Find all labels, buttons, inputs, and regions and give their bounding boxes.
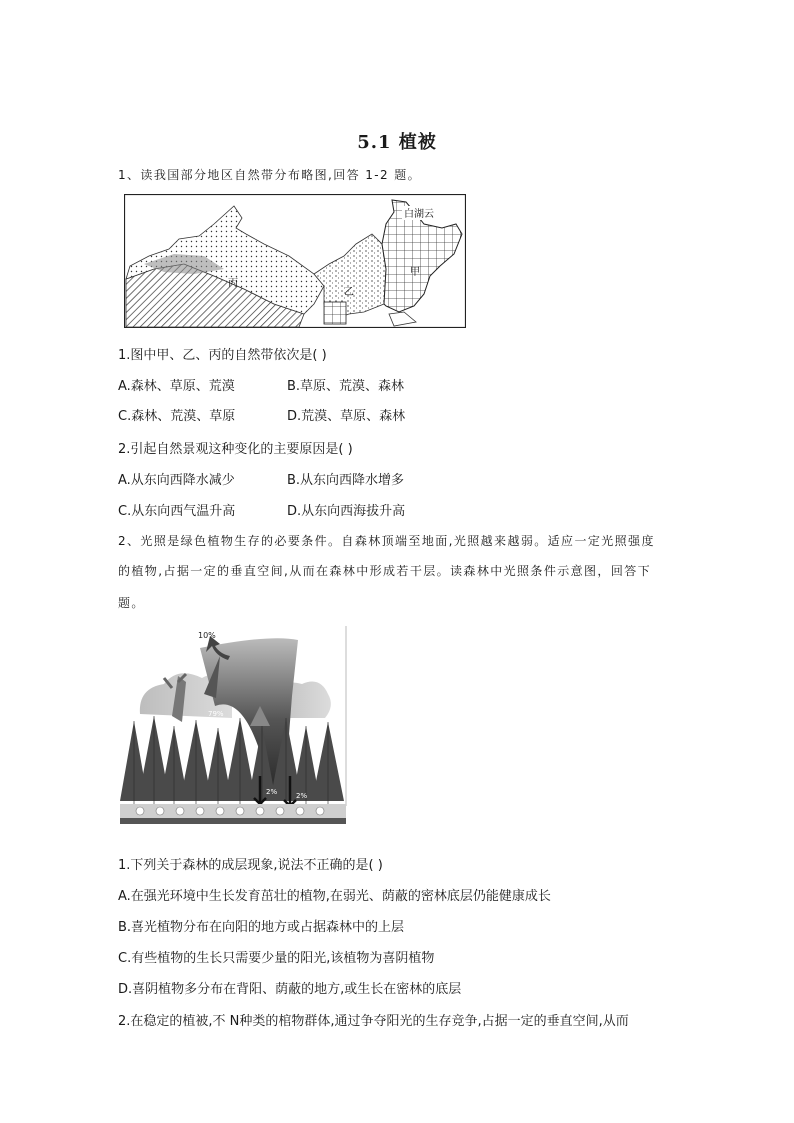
q1-sub1-option-d[interactable]: D.荒漠、草原、森林 [287,409,406,424]
q1-sub2-stem: 2.引起自然景观这种变化的主要原因是( ) [118,442,353,457]
q2-sub1-stem: 1.下列关于森林的成层现象,说法不正确的是( ) [118,858,383,873]
q2-sub2-stem: 2.在稳定的植被,不 N种类的棺物群体,通过争夺阳光的生存竞争,占据一定的垂直空间,从而 [118,1014,629,1029]
q1-sub2-option-c[interactable]: C.从东向西气温升高 [118,504,236,519]
q2-intro-line1: 2、光照是绿色植物生存的必要条件。自森林顶端至地面,光照越来越弱。适应一定光照强度 [118,534,655,548]
map-label-jia: 甲 [410,267,420,278]
q1-sub1-option-b[interactable]: B.草原、荒漠、森林 [287,379,405,394]
forest-label-ground: 2% [296,792,308,800]
map-label-bing: 丙 [228,278,238,289]
q2-sub1-option-b[interactable]: B.喜光植物分布在向阳的地方或占据森林中的上层 [118,920,405,935]
forest-label-top: 10% [198,631,216,640]
q1-sub1-option-c[interactable]: C.森林、荒漠、草原 [118,409,236,424]
q2-intro-line2: 的植物,占据一定的垂直空间,从而在森林中形成若干层。读森林中光照条件示意图，回答下 [118,564,652,578]
q1-sub2-option-b[interactable]: B.从东向西降水增多 [287,473,405,488]
forest-label-low: 2% [266,788,278,796]
map-label-yi: 乙 [344,287,354,298]
forest-light-diagram [120,626,358,834]
q1-sub1-option-a[interactable]: A.森林、草原、荒漠 [118,379,235,394]
forest-label-mid: 79% [208,710,224,718]
q2-sub1-option-c[interactable]: C.有些植物的生长只需要少量的阳光,该植物为喜阴植物 [118,951,435,966]
q2-sub1-option-a[interactable]: A.在强光环境中生长发育茁壮的植物,在弱光、荫蔽的密林底层仍能健康成长 [118,889,551,904]
q1-intro: 1、读我国部分地区自然带分布略图,回答 1-2 题。 [118,168,422,182]
q1-sub2-option-a[interactable]: A.从东向西降水减少 [118,473,235,488]
page-title: 5.1 植被 [357,132,437,153]
map-label-top: 白湖云 [404,209,434,220]
q2-intro-line3: 题。 [118,596,145,610]
q1-sub2-option-d[interactable]: D.从东向西海拔升高 [287,504,406,519]
china-natural-zone-map [124,194,466,328]
q1-sub1-stem: 1.图中甲、乙、丙的自然带依次是( ) [118,348,327,363]
q2-sub1-option-d[interactable]: D.喜阴植物多分布在背阳、荫蔽的地方,或生长在密林的底层 [118,982,462,997]
